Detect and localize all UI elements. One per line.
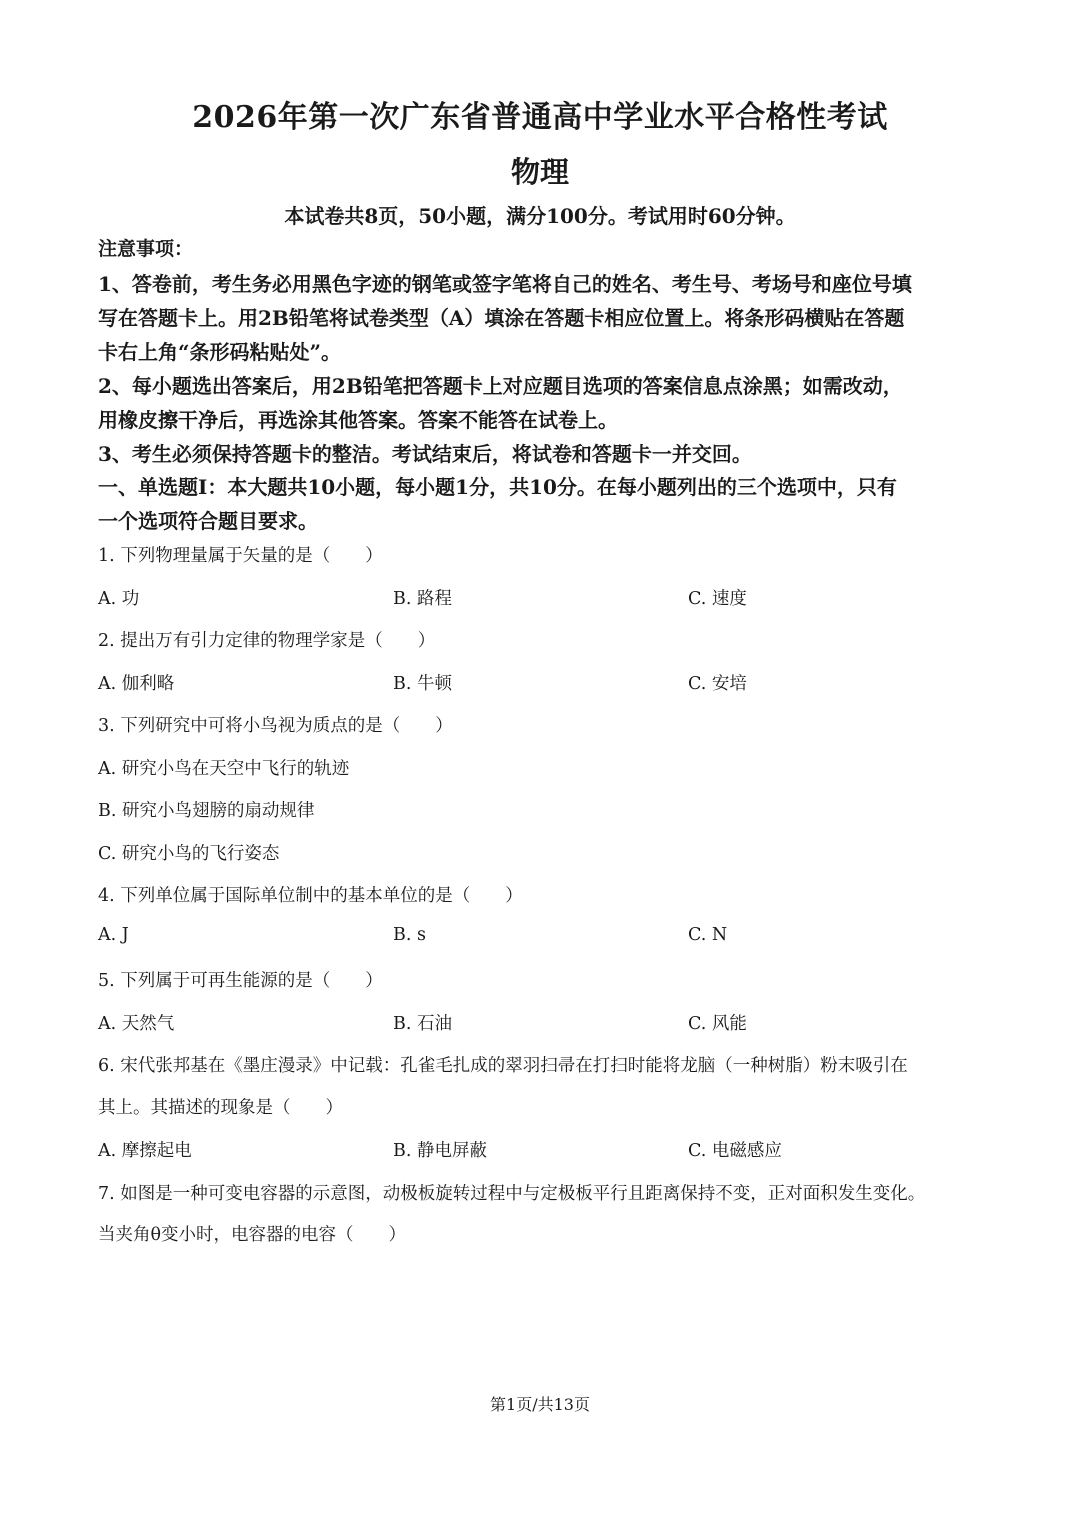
option-a: A. 研究小鸟在天空中飞行的轨迹 (98, 759, 350, 779)
option-b: B. 石油 (393, 1014, 452, 1034)
option-c: C. 研究小鸟的飞行姿态 (98, 844, 280, 864)
option-a: A. 功 (98, 589, 140, 609)
option-a: A. 摩擦起电 (98, 1141, 192, 1161)
question-stem: 4. 下列单位属于国际单位制中的基本单位的是（ ） (98, 886, 523, 906)
option-c: C. 安培 (688, 674, 747, 694)
notice-line: 卡右上角“条形码粘贴处”。 (98, 340, 342, 364)
option-a: A. J (98, 925, 129, 945)
option-b: B. 牛顿 (393, 674, 452, 694)
option-b: B. 静电屏蔽 (393, 1141, 487, 1161)
notice-line: 写在答题卡上。用2B铅笔将试卷类型（A）填涂在答题卡相应位置上。将条形码横贴在答题 (98, 306, 905, 330)
option-b: B. 研究小鸟翅膀的扇动规律 (98, 801, 315, 821)
question-stem: 5. 下列属于可再生能源的是（ ） (98, 971, 383, 991)
option-a: A. 天然气 (98, 1014, 175, 1034)
option-b: B. s (393, 925, 426, 945)
notice-line: 1、答卷前，考生务必用黑色字迹的钢笔或签字笔将自己的姓名、考生号、考场号和座位号填 (98, 272, 912, 296)
question-stem: 6. 宋代张邦基在《墨庄漫录》中记载：孔雀毛扎成的翠羽扫帚在打扫时能将龙脑（一种树脂）粉末吸引在 (98, 1056, 908, 1076)
question-stem: 2. 提出万有引力定律的物理学家是（ ） (98, 631, 436, 651)
option-b: B. 路程 (393, 589, 452, 609)
page-footer: 第1页/共13页 (490, 1395, 590, 1414)
notice-line: 3、考生必须保持答题卡的整洁。考试结束后，将试卷和答题卡一并交回。 (98, 442, 752, 466)
section-heading: 一、单选题I：本大题共10小题，每小题1分，共10分。在每小题列出的三个选项中，只有 (98, 475, 897, 499)
question-stem: 3. 下列研究中可将小鸟视为质点的是（ ） (98, 716, 453, 736)
option-c: C. 速度 (688, 589, 747, 609)
question-stem: 其上。其描述的现象是（ ） (98, 1098, 343, 1118)
notice-line: 2、每小题选出答案后，用2B铅笔把答题卡上对应题目选项的答案信息点涂黑；如需改动， (98, 374, 903, 398)
subject-title: 物理 (510, 155, 569, 189)
option-a: A. 伽利略 (98, 674, 175, 694)
option-c: C. N (688, 925, 728, 945)
section-heading: 一个选项符合题目要求。 (98, 509, 318, 533)
notice-heading: 注意事项： (98, 238, 194, 260)
option-c: C. 电磁感应 (688, 1141, 782, 1161)
option-c: C. 风能 (688, 1014, 747, 1034)
question-stem: 当夹角θ变小时，电容器的电容（ ） (98, 1225, 407, 1245)
question-stem: 7. 如图是一种可变电容器的示意图，动极板旋转过程中与定极板平行且距离保持不变，正对面积发生变化。 (98, 1184, 926, 1204)
exam-info: 本试卷共8页，50小题，满分100分。考试用时60分钟。 (284, 204, 796, 228)
exam-title: 2026年第一次广东省普通高中学业水平合格性考试 (192, 100, 888, 135)
notice-line: 用橡皮擦干净后，再选涂其他答案。答案不能答在试卷上。 (98, 408, 618, 432)
question-stem: 1. 下列物理量属于矢量的是（ ） (98, 546, 383, 566)
